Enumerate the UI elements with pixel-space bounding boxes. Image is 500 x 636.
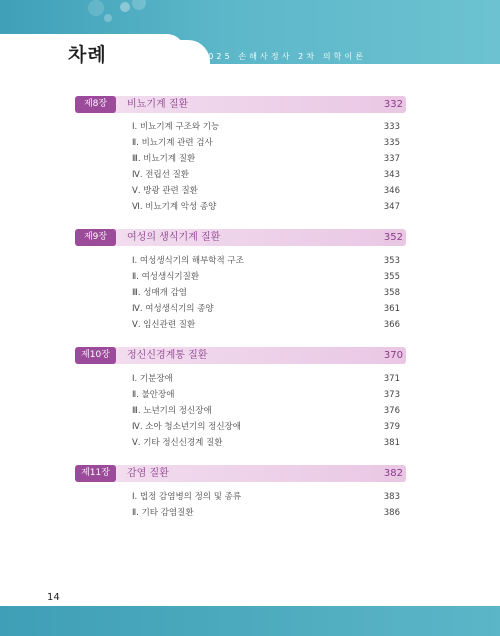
section-item[interactable] bbox=[75, 419, 406, 435]
section-item[interactable] bbox=[75, 183, 406, 199]
section-page: 379 bbox=[383, 422, 400, 432]
book-subtitle: 2025 손해사정사 2차 의학이론 bbox=[200, 52, 367, 61]
section-list bbox=[75, 253, 406, 333]
section-page: 373 bbox=[383, 390, 400, 400]
section-label: Ⅲ. 성매개 감염 bbox=[132, 288, 188, 298]
section-item[interactable] bbox=[75, 151, 406, 167]
chapter-block bbox=[75, 229, 406, 333]
chapter-badge: 제11장 bbox=[75, 465, 116, 482]
section-label: Ⅲ. 비뇨기계 질환 bbox=[132, 154, 196, 164]
section-page: 386 bbox=[383, 508, 400, 518]
chapter-page: 382 bbox=[383, 468, 403, 479]
section-page: 366 bbox=[383, 320, 400, 330]
section-item[interactable] bbox=[75, 371, 406, 387]
chapter-title: 비뇨기계 질환 bbox=[127, 99, 189, 110]
chapter-badge: 제10장 bbox=[75, 347, 116, 364]
chapter-header[interactable] bbox=[75, 347, 406, 364]
chapter-title: 감염 질환 bbox=[127, 468, 169, 479]
section-page: 335 bbox=[383, 138, 400, 148]
section-label: Ⅱ. 불안장애 bbox=[132, 390, 175, 400]
chapter-title: 정신신경계통 질환 bbox=[127, 350, 208, 361]
section-page: 337 bbox=[383, 154, 400, 164]
page-title: 차례 bbox=[68, 44, 107, 66]
section-list bbox=[75, 489, 406, 521]
chapter-badge: 제8장 bbox=[75, 96, 116, 113]
section-label: Ⅰ. 비뇨기계 구조와 기능 bbox=[132, 122, 220, 132]
chapter-page: 332 bbox=[383, 99, 403, 110]
section-label: Ⅴ. 방광 관련 질환 bbox=[132, 186, 198, 196]
page-footer-band bbox=[0, 606, 500, 636]
section-item[interactable] bbox=[75, 435, 406, 451]
section-label: Ⅱ. 기타 감염질환 bbox=[132, 508, 194, 518]
section-label: Ⅴ. 임신관련 질환 bbox=[132, 320, 196, 330]
chapter-header[interactable] bbox=[75, 229, 406, 246]
decor-circle bbox=[88, 0, 104, 16]
section-label: Ⅰ. 여성생식기의 해부학적 구조 bbox=[132, 256, 244, 266]
chapter-header[interactable] bbox=[75, 465, 406, 482]
section-item[interactable] bbox=[75, 489, 406, 505]
section-item[interactable] bbox=[75, 387, 406, 403]
section-item[interactable] bbox=[75, 135, 406, 151]
section-item[interactable] bbox=[75, 301, 406, 317]
section-label: Ⅰ. 기분장애 bbox=[132, 374, 173, 384]
chapter-title: 여성의 생식기계 질환 bbox=[127, 232, 221, 243]
section-page: 371 bbox=[383, 374, 400, 384]
section-label: Ⅳ. 전립선 질환 bbox=[132, 170, 190, 180]
section-label: Ⅵ. 비뇨기계 악성 종양 bbox=[132, 202, 217, 212]
section-item[interactable] bbox=[75, 119, 406, 135]
section-page: 333 bbox=[383, 122, 400, 132]
chapter-header[interactable] bbox=[75, 96, 406, 113]
decor-circle bbox=[104, 14, 112, 22]
section-page: 376 bbox=[383, 406, 400, 416]
chapter-block bbox=[75, 347, 406, 451]
section-page: 347 bbox=[383, 202, 400, 212]
chapter-block bbox=[75, 96, 406, 215]
section-label: Ⅳ. 소아 청소년기의 정신장애 bbox=[132, 422, 241, 432]
section-page: 343 bbox=[383, 170, 400, 180]
section-label: Ⅳ. 여성생식기의 종양 bbox=[132, 304, 214, 314]
decor-circle bbox=[132, 0, 146, 10]
section-page: 361 bbox=[383, 304, 400, 314]
section-list bbox=[75, 119, 406, 215]
section-page: 355 bbox=[383, 272, 400, 282]
section-item[interactable] bbox=[75, 505, 406, 521]
page-number: 14 bbox=[47, 592, 60, 603]
section-label: Ⅰ. 법정 감염병의 정의 및 종류 bbox=[132, 492, 242, 502]
section-page: 381 bbox=[383, 438, 400, 448]
chapter-page: 352 bbox=[383, 232, 403, 243]
section-list bbox=[75, 371, 406, 451]
chapter-badge: 제9장 bbox=[75, 229, 116, 246]
section-label: Ⅱ. 여성생식기질환 bbox=[132, 272, 200, 282]
section-page: 353 bbox=[383, 256, 400, 266]
section-item[interactable] bbox=[75, 253, 406, 269]
section-page: 383 bbox=[383, 492, 400, 502]
section-page: 358 bbox=[383, 288, 400, 298]
chapter-block bbox=[75, 465, 406, 521]
section-item[interactable] bbox=[75, 167, 406, 183]
section-item[interactable] bbox=[75, 199, 406, 215]
section-item[interactable] bbox=[75, 403, 406, 419]
section-label: Ⅱ. 비뇨기계 관련 검사 bbox=[132, 138, 213, 148]
section-item[interactable] bbox=[75, 317, 406, 333]
decor-circle bbox=[120, 2, 130, 12]
section-label: Ⅲ. 노년기의 정신장애 bbox=[132, 406, 212, 416]
section-item[interactable] bbox=[75, 269, 406, 285]
section-page: 346 bbox=[383, 186, 400, 196]
section-label: Ⅴ. 기타 정신신경계 질환 bbox=[132, 438, 223, 448]
chapter-page: 370 bbox=[383, 350, 403, 361]
section-item[interactable] bbox=[75, 285, 406, 301]
